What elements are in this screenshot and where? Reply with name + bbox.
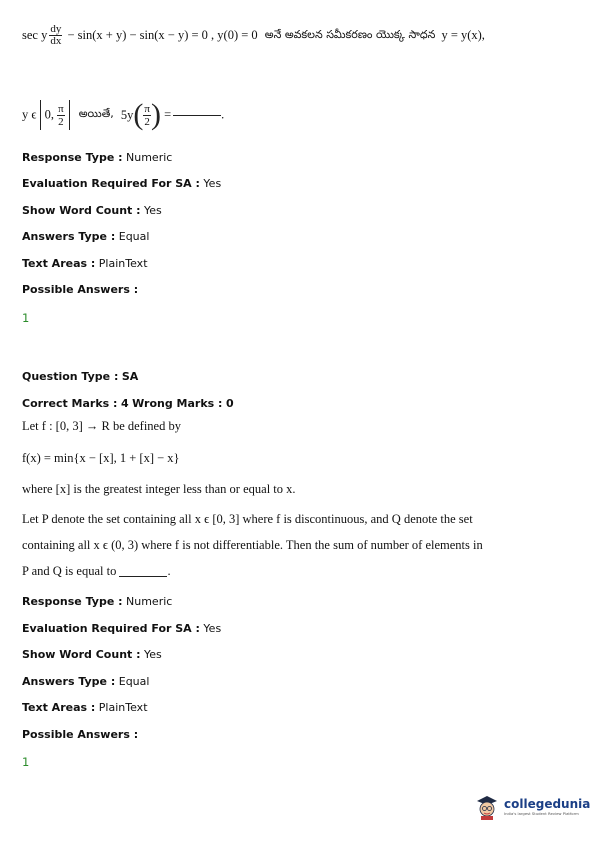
answers-type-2 bbox=[22, 675, 149, 688]
q2-answer-blank bbox=[119, 576, 167, 577]
evaluation-required bbox=[22, 177, 221, 190]
correct-marks-value: 4 bbox=[120, 397, 129, 410]
question-type bbox=[22, 370, 138, 383]
interval-start: 0, bbox=[44, 107, 54, 122]
response-type-value: Numeric bbox=[126, 151, 173, 164]
show-word-count bbox=[22, 204, 162, 217]
answers-type bbox=[22, 230, 149, 243]
text-areas-value-2: PlainText bbox=[98, 701, 148, 714]
y-in: y ϵ bbox=[22, 107, 37, 122]
text-areas-2 bbox=[22, 701, 148, 714]
logo-name: collegedunia bbox=[504, 797, 591, 811]
correct-marks-label: Correct Marks : bbox=[22, 397, 118, 410]
q2-line-5: containing all x ϵ (0, 3) where f is not differentiable. Then the sum of number of elements in bbox=[22, 538, 483, 552]
possible-answers-label-2: Possible Answers : bbox=[22, 728, 139, 741]
evaluation-required-2 bbox=[22, 622, 221, 635]
eval-value: Yes bbox=[203, 177, 222, 190]
paren-left: ( bbox=[133, 98, 144, 131]
word-count-value: Yes bbox=[144, 204, 162, 217]
q2-line-6 bbox=[22, 564, 171, 579]
eval-label: Evaluation Required For SA : bbox=[22, 177, 200, 190]
possible-answers-label: Possible Answers : bbox=[22, 283, 139, 296]
response-type-value-2: Numeric bbox=[126, 595, 173, 608]
word-count-value-2: Yes bbox=[144, 648, 162, 661]
possible-answer-value-2: 1 bbox=[22, 755, 30, 769]
answer-blank bbox=[173, 115, 221, 116]
word-count-label-2: Show Word Count : bbox=[22, 648, 141, 661]
response-type-label-2: Response Type : bbox=[22, 595, 123, 608]
possible-answer-value: 1 bbox=[22, 311, 30, 325]
answers-type-label-2: Answers Type : bbox=[22, 675, 116, 688]
tail-period: . bbox=[221, 107, 225, 122]
pi-num: π bbox=[58, 103, 64, 115]
eq-dy: dy bbox=[50, 23, 62, 35]
telugu-text-1: అనే అవకలన సమీకరణం యొక్క సాధన bbox=[264, 27, 436, 41]
eq-dx: dx bbox=[50, 35, 62, 47]
question1-condition bbox=[22, 100, 224, 130]
five-y: 5y bbox=[120, 107, 134, 122]
possible-answers bbox=[22, 283, 138, 296]
graduate-mascot-icon bbox=[474, 794, 500, 820]
q2-line-2: f(x) = min{x − [x], 1 + [x] − x} bbox=[22, 451, 180, 465]
eq-derivative-fraction bbox=[49, 24, 62, 47]
eq-rest: − sin(x + y) − sin(x − y) = 0 , y(0) = 0 bbox=[67, 28, 258, 42]
logo-tagline: India's largest Student Review Platform bbox=[504, 811, 579, 816]
question1-equation bbox=[22, 24, 485, 47]
answers-type-value: Equal bbox=[118, 230, 150, 243]
telugu-text-2: అయితే, bbox=[78, 107, 114, 120]
two-den: 2 bbox=[58, 116, 64, 128]
text-areas-label-2: Text Areas : bbox=[22, 701, 96, 714]
show-word-count-2 bbox=[22, 648, 162, 661]
text-areas bbox=[22, 257, 148, 270]
wrong-marks-label: Wrong Marks : bbox=[132, 397, 223, 410]
question-type-value: SA bbox=[121, 370, 139, 383]
response-type bbox=[22, 151, 172, 164]
equals-sign: = bbox=[164, 107, 172, 122]
q2-line-3: where [x] is the greatest integer less than or equal to x. bbox=[22, 482, 296, 496]
wrong-marks-value: 0 bbox=[225, 397, 234, 410]
pi-over-2-arg bbox=[143, 103, 151, 128]
text-areas-label: Text Areas : bbox=[22, 257, 96, 270]
eval-value-2: Yes bbox=[203, 622, 222, 635]
answers-type-value-2: Equal bbox=[118, 675, 150, 688]
q2-line-4: Let P denote the set containing all x ϵ [0, 3] where f is discontinuous, and Q denote the set bbox=[22, 512, 473, 526]
paren-right: ) bbox=[150, 98, 161, 131]
two-den-arg: 2 bbox=[144, 115, 150, 128]
collegedunia-logo bbox=[474, 794, 590, 820]
response-type-label: Response Type : bbox=[22, 151, 123, 164]
answers-type-label: Answers Type : bbox=[22, 230, 116, 243]
response-type-2 bbox=[22, 595, 172, 608]
pi-over-2 bbox=[57, 103, 65, 128]
eval-label-2: Evaluation Required For SA : bbox=[22, 622, 200, 635]
pi-num-arg: π bbox=[144, 102, 150, 115]
eq-sec-y: sec y bbox=[22, 28, 48, 42]
q2-line-6-tail: . bbox=[167, 564, 171, 578]
q2-line-6-text: P and Q is equal to bbox=[22, 564, 117, 578]
text-areas-value: PlainText bbox=[98, 257, 148, 270]
eq-solution: y = y(x), bbox=[441, 28, 485, 42]
interval-bracket bbox=[40, 100, 70, 130]
possible-answers-2 bbox=[22, 728, 138, 741]
marks-line bbox=[22, 397, 234, 410]
question-type-label: Question Type : bbox=[22, 370, 119, 383]
word-count-label: Show Word Count : bbox=[22, 204, 141, 217]
q2-line-1: Let f : [0, 3] → R be defined by bbox=[22, 419, 181, 433]
